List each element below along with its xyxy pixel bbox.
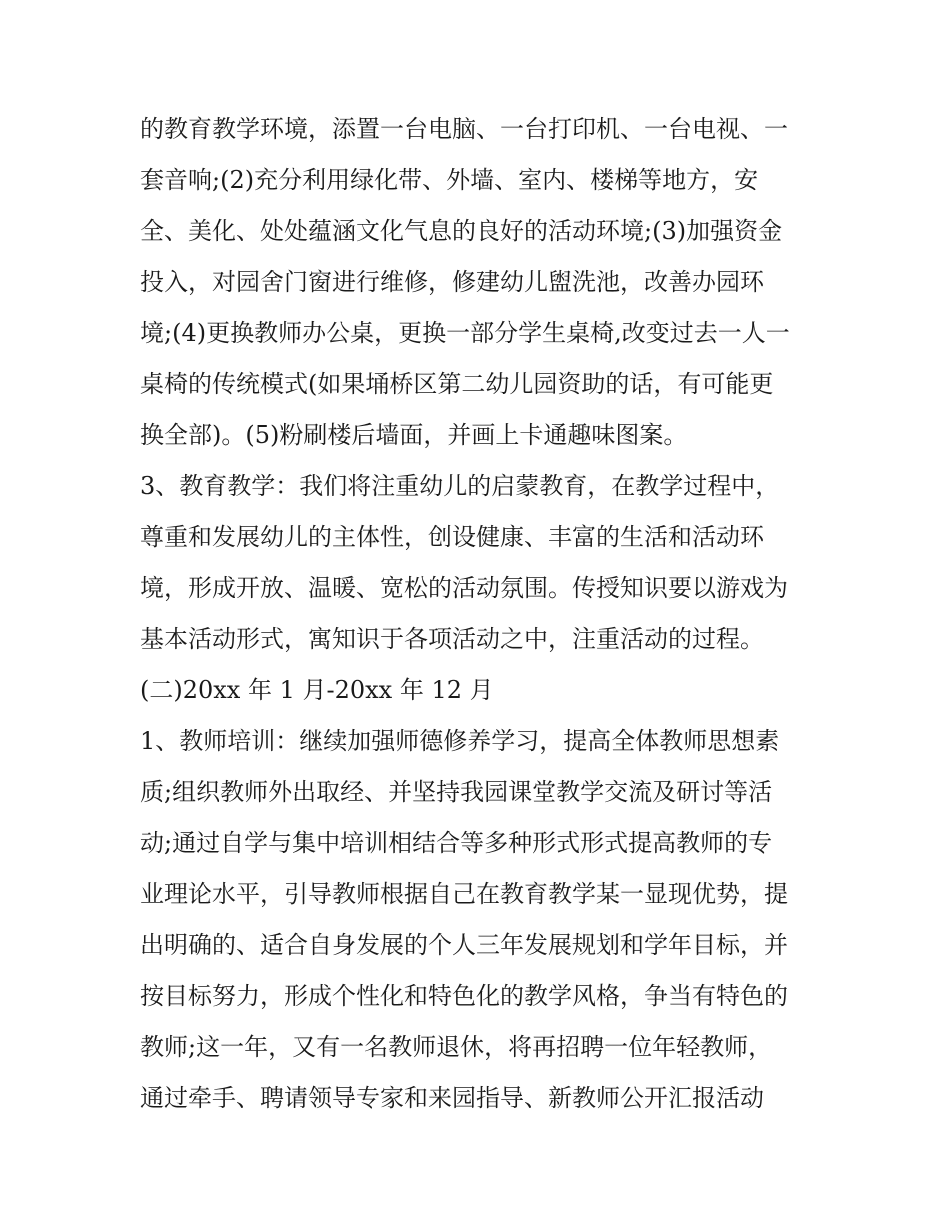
text-line: 境，形成开放、温暖、宽松的活动氛围。传授知识要以游戏为 — [140, 574, 788, 602]
text-line: 按目标努力，形成个性化和特色化的教学风格，争当有特色的 — [140, 982, 788, 1010]
text-line: 境;(4)更换教师办公桌，更换一部分学生桌椅,改变过去一人一 — [140, 319, 790, 347]
text-line: 业理论水平，引导教师根据自己在教育教学某一显现优势，提 — [140, 880, 788, 908]
text-line: 通过牵手、聘请领导专家和来园指导、新教师公开汇报活动 — [140, 1084, 764, 1112]
text-line: 换全部)。(5)粉刷楼后墙面，并画上卡通趣味图案。 — [140, 421, 688, 449]
text-line: 尊重和发展幼儿的主体性，创设健康、丰富的生活和活动环 — [140, 523, 764, 551]
document-body — [140, 104, 820, 1124]
text-line: 套音响;(2)充分利用绿化带、外墙、室内、楼梯等地方，安 — [140, 166, 759, 194]
text-line: 出明确的、适合自身发展的个人三年发展规划和学年目标，并 — [140, 931, 788, 959]
section-heading: (二)20xx 年 1 月-20xx 年 12 月 — [140, 676, 494, 704]
text-line: 的教育教学环境，添置一台电脑、一台打印机、一台电视、一 — [140, 115, 788, 143]
text-line: 全、美化、处处蕴涵文化气息的良好的活动环境;(3)加强资金 — [140, 217, 783, 245]
text-line: 3、教育教学：我们将注重幼儿的启蒙教育，在教学过程中， — [140, 472, 780, 500]
text-line: 教师;这一年，又有一名教师退休，将再招聘一位年轻教师， — [140, 1033, 773, 1061]
text-line: 1、教师培训：继续加强师德修养学习，提高全体教师思想素 — [140, 727, 780, 755]
text-line: 桌椅的传统模式(如果埇桥区第二幼儿园资助的话，有可能更 — [140, 370, 774, 398]
text-line: 投入，对园舍门窗进行维修，修建幼儿盥洗池，改善办园环 — [140, 268, 764, 296]
text-line: 基本活动形式，寓知识于各项活动之中，注重活动的过程。 — [140, 625, 764, 653]
text-line: 质;组织教师外出取经、并坚持我园课堂教学交流及研讨等活 — [140, 778, 773, 806]
text-line: 动;通过自学与集中培训相结合等多种形式形式提高教师的专 — [140, 829, 773, 857]
